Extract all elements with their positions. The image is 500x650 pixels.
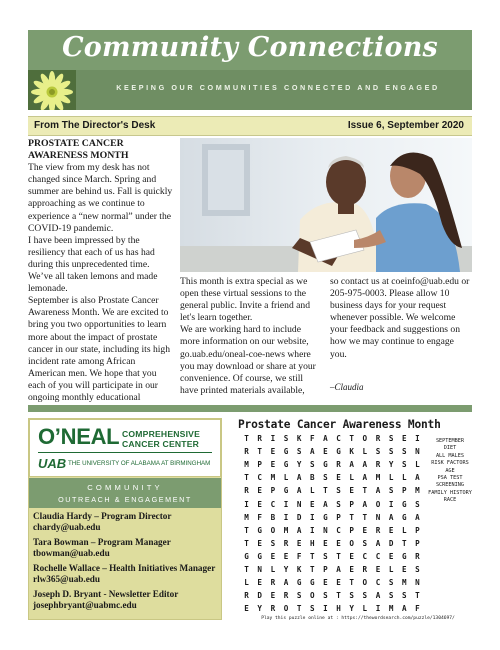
grid-letter: R [415, 551, 420, 561]
grid-letter: A [415, 512, 420, 522]
grid-letter: E [270, 447, 276, 457]
issue-label: Issue 6, September 2020 [347, 120, 464, 131]
grid-letter: A [375, 591, 381, 601]
grid-letter: L [401, 473, 407, 483]
coe-line2: OUTREACH & ENGAGEMENT [58, 495, 192, 504]
grid-letter: S [388, 486, 394, 496]
grid-letter: A [388, 512, 394, 522]
grid-letter: E [257, 578, 262, 588]
grid-letter: K [296, 564, 302, 574]
grid-letter: G [401, 499, 407, 509]
grid-letter: A [296, 525, 302, 535]
grid-letter: E [309, 499, 315, 509]
grid-letter: S [401, 447, 407, 457]
grid-letter: M [283, 525, 289, 535]
grid-letter: S [323, 591, 328, 601]
grid-letter: S [415, 499, 420, 509]
grid-letter: A [349, 460, 354, 470]
article-paragraph: We are working hard to include more information on our website, go.uab.edu/oneal-coe-news where you may download or share at your convenience. Of course, we still have printed materials available, [180, 324, 316, 396]
article-paragraph: The view from my desk has not changed since March. Spring and summer are behind us. Fall is quickly approaching as we continue to experience a “new normal” under the COVID-19 pandemic. [28, 162, 173, 234]
grid-letter: T [336, 591, 341, 601]
contact-name: Joseph D. Bryant - Newsletter Editor [33, 589, 179, 599]
grid-letter: E [388, 551, 394, 561]
grid-letter: C [257, 473, 262, 483]
grid-letter: R [283, 538, 289, 548]
grid-letter: T [362, 486, 368, 496]
grid-letter: L [401, 525, 407, 535]
grid-letter: C [270, 499, 276, 509]
grid-letter: P [270, 486, 276, 496]
grid-letter: S [401, 460, 407, 470]
grid-letter: A [283, 578, 289, 588]
grid-letter: C [362, 551, 368, 561]
grid-row [240, 537, 424, 550]
grid-letter: R [375, 460, 381, 470]
grid-letter: N [415, 447, 420, 457]
article-column-1 [28, 138, 174, 416]
grid-letter: A [296, 486, 302, 496]
grid-letter: T [401, 538, 407, 548]
grid-row [240, 576, 424, 589]
grid-letter: S [296, 447, 302, 457]
article-column-3 [330, 276, 472, 393]
grid-letter: L [283, 473, 289, 483]
grid-letter: S [401, 591, 407, 601]
grid-row [240, 497, 424, 510]
grid-letter: R [362, 564, 368, 574]
contact-box [28, 418, 222, 620]
grid-letter: Y [257, 604, 262, 614]
grid-letter: S [362, 538, 368, 548]
article-paragraph: September is also Prostate Cancer Awareness Month. We are excited to bring you two opportunities to learn more about the impact of prostate cancer in our state, including its high incident rate among African American men. We hope that you each of you will participate in our ongoing monthly educational [28, 295, 171, 403]
grid-letter: O [375, 499, 381, 509]
grid-letter: S [336, 499, 341, 509]
grid-letter: R [257, 434, 262, 444]
grid-letter: S [388, 578, 394, 588]
article-heading-line2: AWARENESS MONTH [28, 150, 129, 162]
grid-letter: M [270, 473, 276, 483]
grid-letter: E [349, 486, 354, 496]
grid-row [240, 524, 424, 537]
grid-letter: E [349, 551, 354, 561]
grid-row [240, 458, 424, 471]
grid-letter: C [375, 578, 381, 588]
grid-letter: Y [296, 460, 302, 470]
grid-letter: O [362, 578, 368, 588]
grid-letter: Y [283, 564, 289, 574]
word-search-title: Prostate Cancer Awareness Month [238, 418, 441, 431]
article-paragraph: so contact us at coeinfo@uab.edu or 205-975-0003. Please allow 10 business days for your request whenever possible. We welcome your feedback and suggestions on how we may continue to engage you. [330, 276, 470, 360]
grid-row [240, 511, 424, 524]
grid-letter: A [323, 499, 328, 509]
grid-letter: R [375, 434, 381, 444]
grid-letter: Y [349, 604, 354, 614]
grid-letter: R [244, 486, 249, 496]
grid-letter: G [283, 486, 289, 496]
grid-letter: P [257, 460, 262, 470]
grid-letter: P [349, 525, 354, 535]
grid-letter: T [244, 564, 249, 574]
grid-letter: G [309, 578, 315, 588]
grid-letter: T [336, 551, 341, 561]
grid-letter: N [375, 512, 381, 522]
contact-email[interactable]: josephbryant@uabmc.edu [33, 600, 137, 611]
grid-letter: L [244, 578, 249, 588]
grid-letter: T [309, 551, 315, 561]
grid-letter: S [309, 460, 315, 470]
word-list-item: PSA TEST [437, 475, 463, 482]
grid-letter: A [296, 473, 302, 483]
grid-letter: R [283, 591, 289, 601]
grid-letter: O [349, 538, 354, 548]
grid-letter: E [257, 486, 262, 496]
grid-letter: G [283, 447, 289, 457]
word-list-item: AGE [445, 467, 455, 474]
grid-letter: E [323, 578, 328, 588]
grid-letter: I [309, 512, 315, 522]
grid-letter: B [270, 512, 276, 522]
grid-letter: A [401, 604, 407, 614]
grid-letter: T [296, 604, 302, 614]
grid-letter: T [349, 578, 354, 588]
grid-letter: F [296, 551, 302, 561]
grid-letter: C [375, 551, 381, 561]
grid-letter: S [323, 473, 328, 483]
grid-letter: E [270, 460, 276, 470]
article-column-2 [180, 276, 318, 397]
grid-letter: T [257, 447, 262, 457]
grid-letter: I [244, 499, 249, 509]
section-title: From The Director's Desk [34, 120, 156, 131]
grid-letter: E [336, 538, 341, 548]
grid-letter: I [415, 434, 420, 444]
grid-letter: G [257, 525, 262, 535]
grid-letter: T [323, 486, 328, 496]
grid-letter: T [244, 525, 249, 535]
grid-letter: N [415, 578, 420, 588]
grid-letter: L [388, 473, 394, 483]
logo-ccc-line2: CANCER CENTER [122, 439, 200, 449]
grid-letter: F [415, 604, 420, 614]
grid-letter: I [323, 604, 328, 614]
grid-letter: K [296, 434, 302, 444]
nurse-patient-photo [180, 138, 472, 272]
grid-letter: S [388, 434, 394, 444]
grid-letter: M [401, 578, 407, 588]
grid-letter: O [283, 604, 289, 614]
grid-letter: L [388, 564, 394, 574]
grid-letter: D [296, 512, 302, 522]
grid-letter: D [257, 591, 262, 601]
grid-letter: A [323, 434, 328, 444]
grid-letter: M [375, 473, 381, 483]
word-list-item: ALL MALES [435, 452, 465, 459]
grid-letter: O [362, 434, 368, 444]
grid-letter: T [244, 434, 249, 444]
masthead [28, 30, 472, 110]
grid-letter: N [296, 499, 302, 509]
grid-letter: E [270, 551, 276, 561]
grid-letter: A [336, 564, 341, 574]
grid-letter: K [349, 447, 354, 457]
grid-letter: R [270, 604, 276, 614]
grid-letter: T [244, 538, 249, 548]
grid-row [240, 471, 424, 484]
university-name: THE UNIVERSITY OF ALABAMA AT BIRMINGHAM [68, 460, 211, 467]
grid-letter: E [401, 564, 407, 574]
grid-letter: E [296, 538, 302, 548]
grid-letter: A [362, 499, 368, 509]
grid-letter: O [309, 591, 315, 601]
grid-letter: S [283, 434, 289, 444]
grid-letter: O [270, 525, 276, 535]
grid-letter: Y [388, 460, 394, 470]
article-heading-line1: PROSTATE CANCER [28, 138, 124, 149]
grid-row [240, 589, 424, 602]
article-paragraph: This month is extra special as we open these virtual sessions to the general public. Invite a friend and let's learn together. [180, 276, 310, 324]
grid-letter: M [388, 604, 394, 614]
grid-letter: I [283, 512, 289, 522]
grid-letter: E [270, 591, 276, 601]
grid-letter: P [336, 512, 341, 522]
section-divider [28, 405, 472, 412]
grid-letter: C [336, 525, 341, 535]
grid-letter: H [309, 538, 315, 548]
grid-letter: S [388, 447, 394, 457]
grid-letter: I [388, 499, 394, 509]
contact-item [33, 563, 221, 585]
grid-letter: P [415, 525, 420, 535]
grid-letter: E [323, 538, 328, 548]
grid-letter: T [415, 591, 420, 601]
grid-row [240, 602, 424, 615]
grid-letter: E [244, 604, 249, 614]
logo-ccc-line1: COMPREHENSIVE [122, 429, 201, 439]
grid-letter: T [362, 512, 368, 522]
uab-logo: UAB [38, 456, 67, 471]
grid-letter: E [257, 499, 262, 509]
grid-letter: E [336, 578, 341, 588]
signature: –Claudia [330, 381, 364, 392]
grid-letter: L [362, 447, 368, 457]
grid-letter: G [283, 460, 289, 470]
grid-letter: I [270, 434, 276, 444]
word-list-item: FAMILY HISTORY [428, 489, 472, 496]
grid-letter: S [388, 591, 394, 601]
grid-letter: T [349, 434, 354, 444]
grid-letter: A [415, 473, 420, 483]
grid-letter: D [388, 538, 394, 548]
contact-email[interactable]: chardy@uab.edu [33, 522, 101, 533]
grid-letter: S [415, 564, 420, 574]
contact-item [33, 537, 221, 559]
grid-letter: L [349, 473, 354, 483]
grid-letter: G [323, 512, 328, 522]
grid-letter: E [388, 525, 394, 535]
word-list-item: RACE [443, 497, 457, 504]
grid-letter: S [336, 486, 341, 496]
grid-letter: S [296, 591, 302, 601]
grid-letter: G [244, 551, 249, 561]
grid-letter: M [244, 460, 249, 470]
grid-letter: S [323, 551, 328, 561]
tagline: KEEPING OUR COMMUNITIES CONNECTED AND ENGAGED [116, 83, 440, 92]
contact-item [33, 589, 221, 611]
word-list-item: SEPTEMBER [435, 438, 465, 444]
grid-letter: L [270, 564, 276, 574]
contact-item [33, 511, 221, 533]
grid-letter: G [296, 578, 302, 588]
grid-letter: P [415, 538, 420, 548]
grid-letter: G [401, 551, 407, 561]
newsletter-title: Community Connections [62, 32, 438, 63]
grid-letter: H [336, 604, 341, 614]
grid-letter: R [270, 578, 276, 588]
grid-letter: F [309, 434, 315, 444]
grid-letter: E [257, 538, 262, 548]
grid-letter: M [244, 512, 249, 522]
grid-letter: E [349, 564, 354, 574]
word-list-item: RISK FACTORS [431, 460, 469, 467]
grid-letter: E [336, 473, 341, 483]
contact-name: Rochelle Wallace – Health Initiatives Manager [33, 563, 216, 573]
word-list-item: DIET [443, 445, 457, 452]
grid-letter: L [309, 486, 315, 496]
grid-letter: A [362, 473, 368, 483]
grid-letter: R [244, 447, 249, 457]
logo-name: O’NEAL [38, 424, 120, 449]
grid-letter: E [375, 564, 381, 574]
grid-letter: A [362, 460, 368, 470]
grid-letter: S [349, 591, 354, 601]
contact-name: Tara Bowman – Program Manager [33, 537, 171, 547]
grid-letter: N [257, 564, 262, 574]
issue-bar [28, 116, 472, 136]
grid-letter: I [375, 604, 381, 614]
word-search-footer: Play this puzzle online at : https://thewordsearch.com/puzzle/1304697/ [261, 616, 455, 621]
grid-letter: T [244, 473, 249, 483]
contact-email[interactable]: rlw365@uab.edu [33, 574, 100, 585]
oneal-logo [29, 419, 221, 477]
grid-letter: G [323, 460, 328, 470]
grid-letter: P [323, 564, 328, 574]
grid-letter: A [375, 538, 381, 548]
grid-letter: G [401, 512, 407, 522]
grid-letter: M [415, 486, 420, 496]
word-list-item: SCREENING [435, 482, 465, 489]
grid-letter: N [323, 525, 328, 535]
grid-letter: R [336, 460, 341, 470]
grid-letter: A [375, 486, 381, 496]
grid-letter: T [349, 512, 354, 522]
grid-letter: E [362, 525, 368, 535]
grid-letter: S [362, 591, 368, 601]
grid-letter: P [401, 486, 407, 496]
grid-letter: R [375, 525, 381, 535]
grid-letter: S [309, 604, 315, 614]
coe-line1: COMMUNITY [87, 483, 163, 492]
grid-letter: L [415, 460, 420, 470]
grid-row [240, 445, 424, 458]
contact-email[interactable]: tbowman@uab.edu [33, 548, 110, 559]
grid-letter: A [309, 447, 315, 457]
grid-row [240, 550, 424, 563]
word-list [420, 438, 480, 505]
grid-letter: G [336, 447, 341, 457]
contact-list [33, 511, 221, 615]
grid-row [240, 432, 424, 445]
grid-letter: E [323, 447, 328, 457]
grid-letter: F [257, 512, 262, 522]
grid-letter: I [309, 525, 315, 535]
grid-letter: G [257, 551, 262, 561]
word-search-grid [240, 432, 424, 615]
logo-rule [38, 452, 212, 453]
grid-letter: L [362, 604, 368, 614]
grid-letter: I [283, 499, 289, 509]
grid-letter: S [375, 447, 381, 457]
flower-icon [28, 70, 76, 110]
contact-name: Claudia Hardy – Program Director [33, 511, 172, 521]
grid-letter: S [270, 538, 276, 548]
grid-row [240, 484, 424, 497]
article-paragraph: I have been impressed by the resiliency that each of us has had during this unprecedented time. We’ve all taken lemons and made lemonade. [28, 234, 158, 295]
grid-row [240, 563, 424, 576]
grid-letter: E [401, 434, 407, 444]
grid-letter: B [309, 473, 315, 483]
grid-letter: R [244, 591, 249, 601]
grid-letter: T [309, 564, 315, 574]
grid-letter: C [336, 434, 341, 444]
grid-letter: E [283, 551, 289, 561]
grid-letter: P [349, 499, 354, 509]
